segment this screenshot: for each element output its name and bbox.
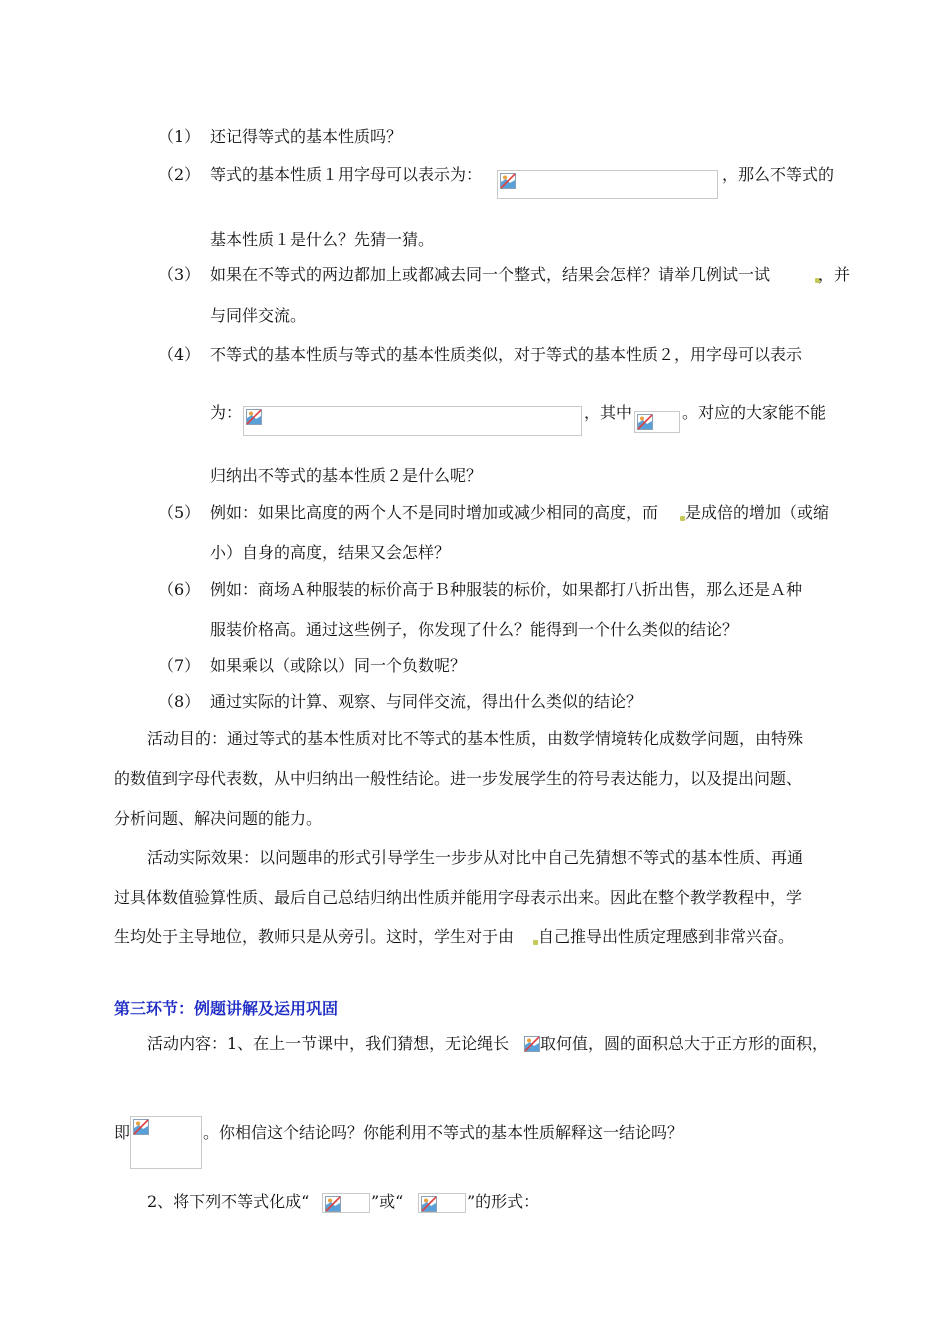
effect-text: 过具体数值验算性质、最后自己总结归纳出性质并能用字母表示出来。因此在整个教学教程中，学 (114, 888, 803, 907)
item-text: 如果乘以（或除以）同一个负数呢？ (210, 656, 467, 675)
item-text: 如果在不等式的两边都加上或都减去同一个整式，结果会怎样？请举几例试一试 (210, 265, 771, 284)
content-text: 。你相信这个结论吗？你能利用不等式的基本性质解释这一结论吗？ (203, 1123, 684, 1142)
item-number: （1） (158, 127, 201, 146)
effect-text: 自己推导出性质定理感到非常兴奋。 (538, 927, 795, 946)
item-text: 服装价格高。通过这些例子，你发现了什么？能得到一个什么类似的结论？ (210, 620, 739, 639)
purpose-text: 分析问题、解决问题的能力。 (114, 809, 323, 828)
broken-image-icon (500, 173, 516, 189)
item-number: （5） (158, 503, 201, 522)
content-text: ”或“ (371, 1192, 404, 1211)
broken-image-icon (246, 409, 262, 425)
formula-image (243, 406, 582, 436)
item-text: 例如：如果比高度的两个人不是同时增加或减少相同的高度，而 (210, 503, 659, 522)
item-number: （3） (158, 265, 201, 284)
effect-text: 生均处于主导地位，教师只是从旁引。这时，学生对于由 (114, 927, 515, 946)
content-text: 即 (114, 1123, 131, 1142)
item-text: 还记得等式的基本性质吗？ (210, 127, 403, 146)
item-text: ，其中 (584, 403, 633, 422)
formula-image (418, 1193, 466, 1213)
broken-image-icon (524, 1036, 540, 1052)
item-text: 归纳出不等式的基本性质２是什么呢？ (210, 466, 483, 485)
item-text: 基本性质１是什么？先猜一猜。 (210, 230, 435, 249)
purpose-text: 的数值到字母代表数，从中归纳出一般性结论。进一步发展学生的符号表达能力，以及提出问题、 (114, 769, 803, 788)
item-text: ，并 (818, 265, 851, 284)
content-text: 2、将下列不等式化成“ (147, 1192, 310, 1211)
item-text: 是成倍的增加（或缩 (685, 503, 830, 522)
item-number: （2） (158, 165, 201, 184)
content-text: 取何值，圆的面积总大于正方形的面积， (540, 1034, 829, 1053)
purpose-text: 活动目的：通过等式的基本性质对比不等式的基本性质，由数学情境转化成数学问题，由特殊 (147, 729, 804, 748)
item-text: 。对应的大家能不能 (682, 403, 827, 422)
item-text: ，那么不等式的 (722, 165, 835, 184)
item-text: 不等式的基本性质与等式的基本性质类似，对于等式的基本性质２，用字母可以表示 (210, 345, 803, 364)
formula-image (524, 1034, 540, 1058)
formula-image (322, 1193, 370, 1213)
broken-image-icon (421, 1196, 437, 1212)
item-text: 例如：商场Ａ种服装的标价高于Ｂ种服装的标价，如果都打八折出售，那么还是Ａ种 (210, 580, 803, 599)
item-text: 小）自身的高度，结果又会怎样？ (210, 543, 451, 562)
item-text: 通过实际的计算、观察、与同伴交流，得出什么类似的结论？ (210, 692, 643, 711)
effect-text: 活动实际效果：以问题串的形式引导学生一步步从对比中自己先猜想不等式的基本性质、再通 (147, 848, 804, 867)
broken-image-icon (325, 1196, 341, 1212)
formula-image (634, 411, 680, 433)
item-number: （6） (158, 580, 201, 599)
formula-image (497, 170, 718, 199)
item-number: （8） (158, 692, 201, 711)
item-text: 为： (210, 403, 243, 422)
item-number: （4） (158, 345, 201, 364)
broken-image-icon (637, 414, 653, 430)
formula-image (130, 1116, 202, 1169)
item-text: 等式的基本性质１用字母可以表示为： (210, 165, 483, 184)
content-text: ”的形式： (467, 1192, 540, 1211)
item-text: 与同伴交流。 (210, 306, 307, 325)
broken-image-icon (133, 1119, 149, 1135)
content-text: 活动内容：1、在上一节课中，我们猜想，无论绳长 (147, 1034, 510, 1053)
section-heading: 第三环节：例题讲解及运用巩固 (114, 999, 339, 1018)
item-number: （7） (158, 656, 201, 675)
